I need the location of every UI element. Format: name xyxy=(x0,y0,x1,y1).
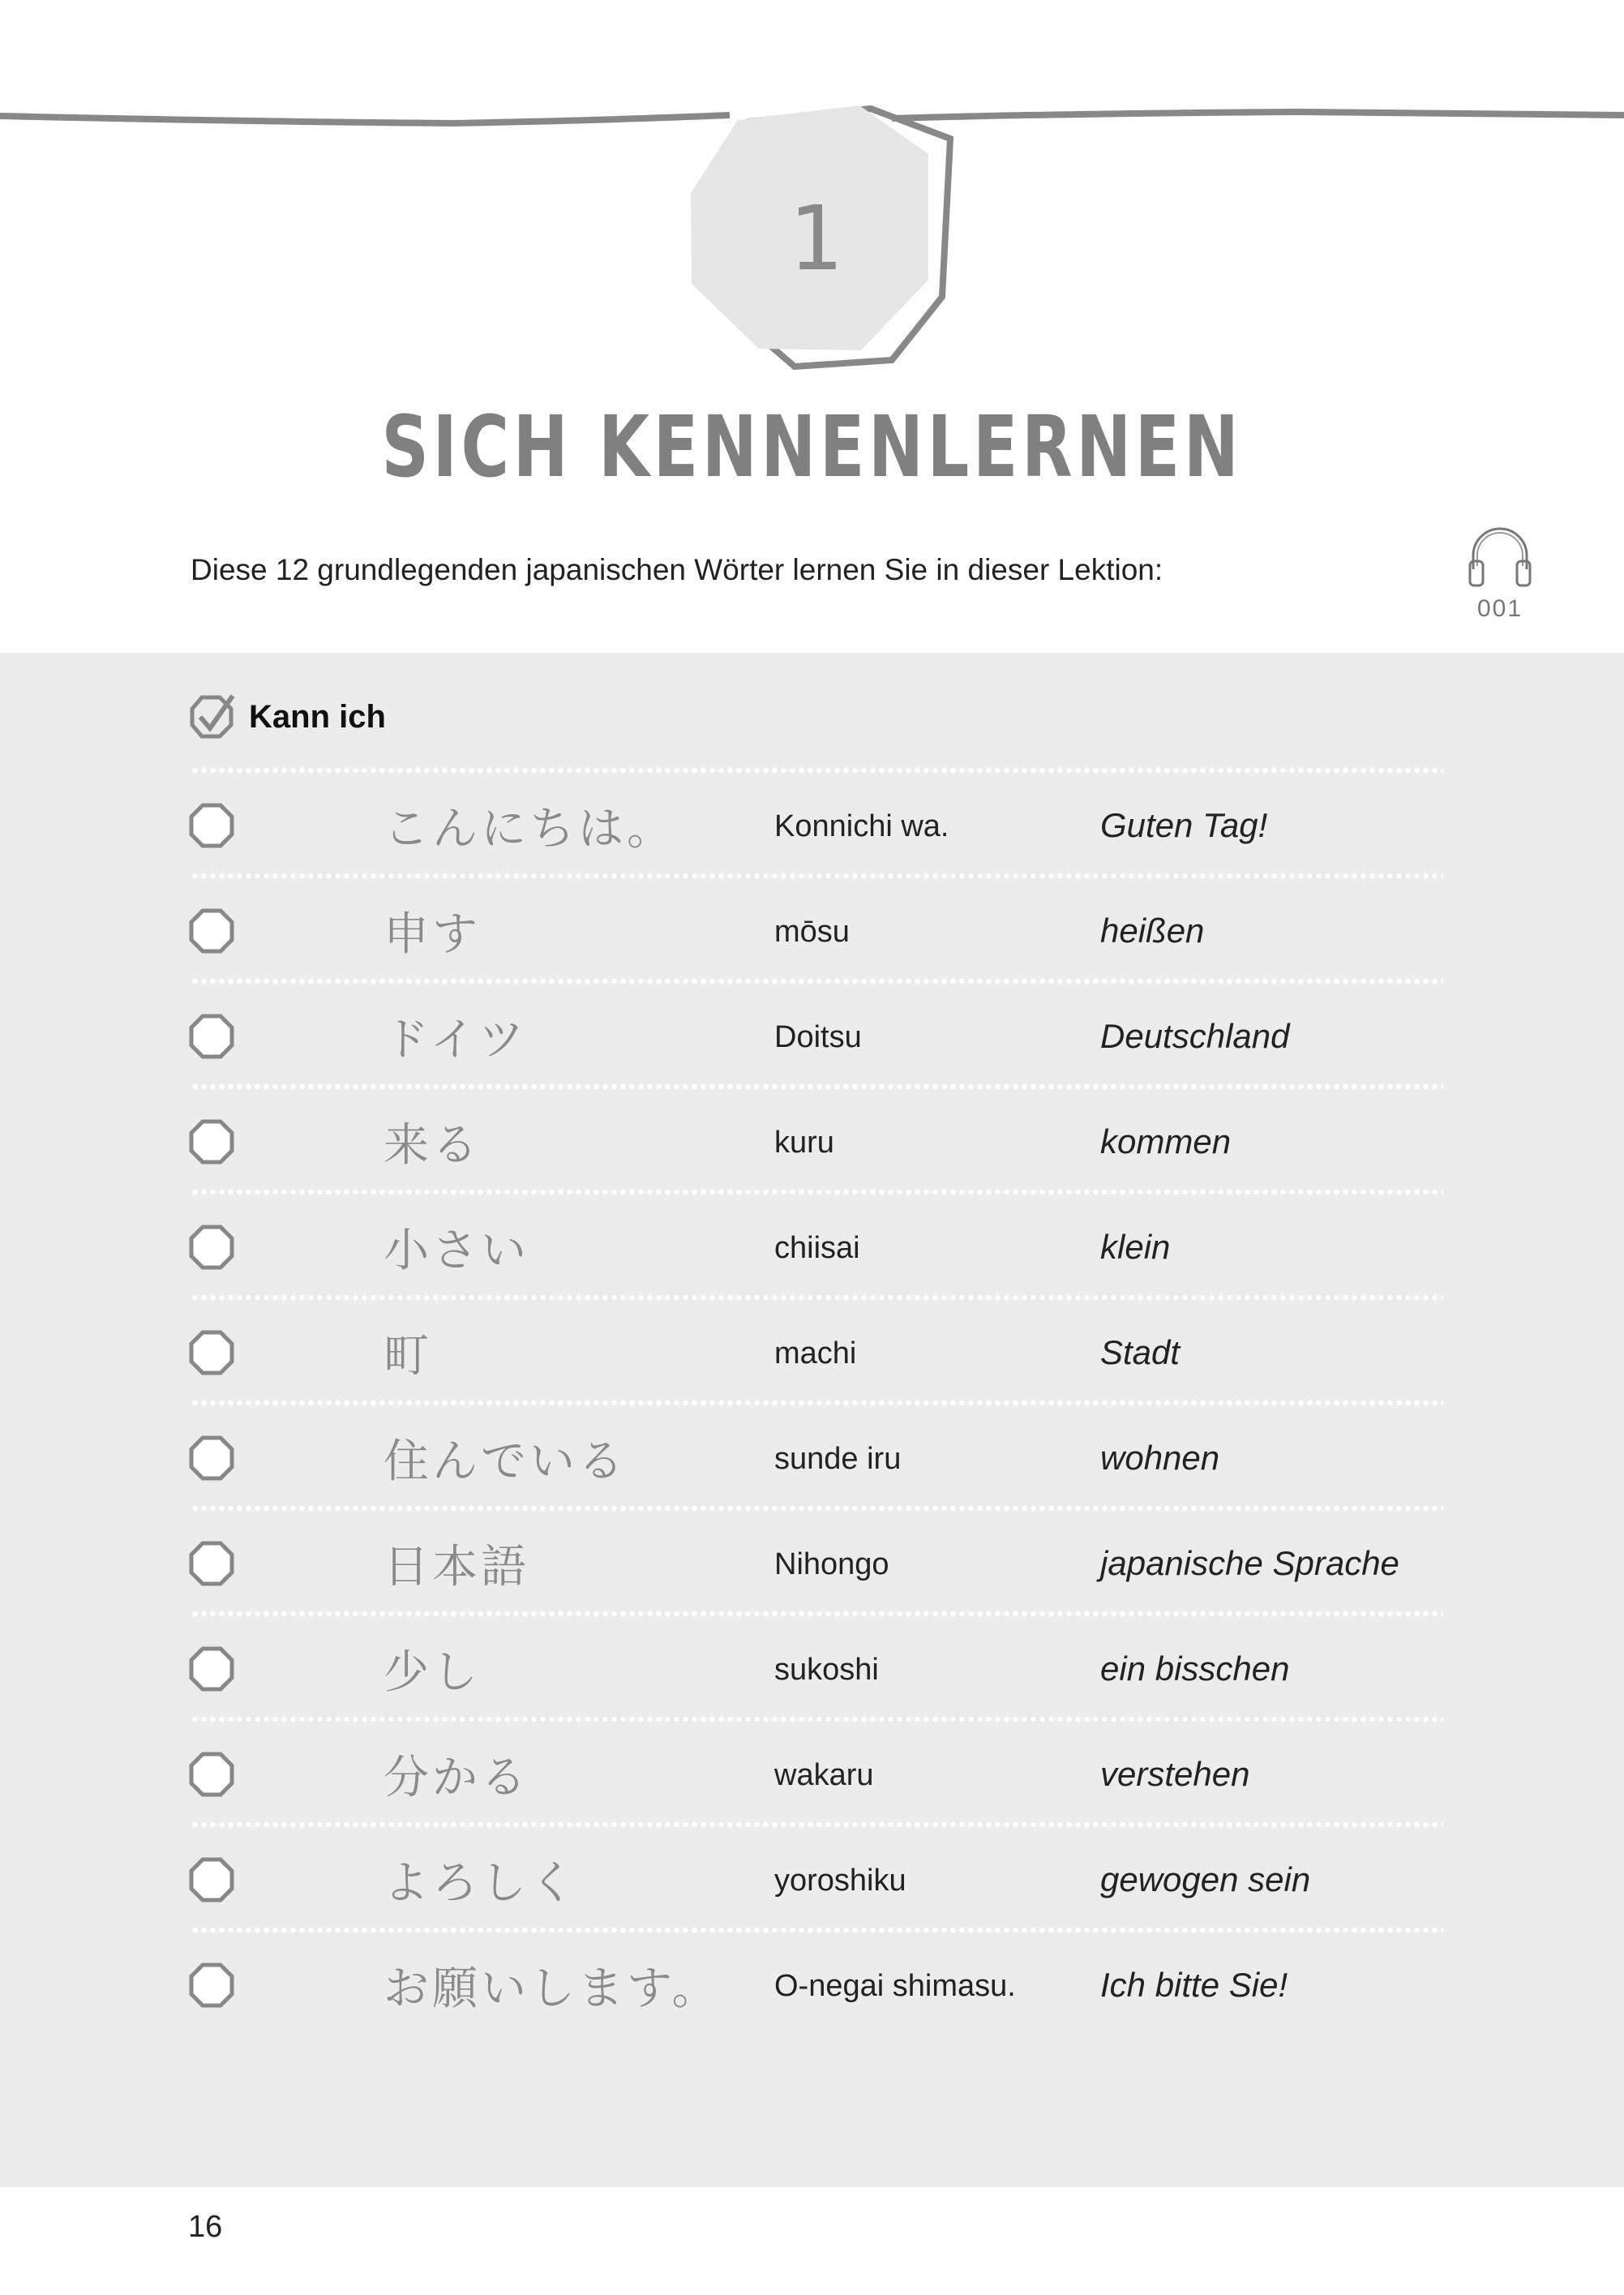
page-number: 16 xyxy=(188,2210,223,2244)
japanese-word: 申す xyxy=(384,908,481,961)
japanese-word: 分かる xyxy=(384,1752,529,1804)
vocabulary-row xyxy=(189,1508,1454,1614)
vocabulary-row xyxy=(189,1403,1454,1508)
romaji: chiisai xyxy=(774,1231,860,1265)
vocabulary-row xyxy=(189,981,1454,1087)
japanese-word: よろしく xyxy=(384,1857,578,1910)
romaji: wakaru xyxy=(774,1758,874,1792)
kann-ich-checkbox[interactable] xyxy=(189,1963,234,2011)
kann-ich-checkbox[interactable] xyxy=(189,1225,234,1273)
kann-ich-checkbox[interactable] xyxy=(189,803,234,852)
german-translation: heißen xyxy=(1100,912,1205,950)
japanese-word: 少し xyxy=(384,1646,481,1699)
german-translation: klein xyxy=(1100,1228,1171,1266)
vocabulary-row xyxy=(189,1825,1454,1930)
vocabulary-row xyxy=(189,770,1454,876)
kann-ich-checkbox[interactable] xyxy=(189,1857,234,1906)
german-translation: ein bisschen xyxy=(1100,1649,1290,1688)
romaji: O-negai shimasu. xyxy=(774,1969,1016,2003)
audio-track-number: 001 xyxy=(1476,595,1523,622)
intro-text: Diese 12 grundlegenden japanischen Wörter lernen Sie in dieser Lektion: xyxy=(191,553,1163,586)
vocabulary-row xyxy=(189,1298,1454,1403)
kann-ich-checkbox[interactable] xyxy=(189,1119,234,1168)
japanese-word: 日本語 xyxy=(384,1541,529,1594)
romaji: sunde iru xyxy=(774,1442,902,1476)
audio-track[interactable] xyxy=(1459,519,1540,623)
german-translation: Stadt xyxy=(1100,1333,1181,1371)
kann-ich-checkbox[interactable] xyxy=(189,1752,234,1800)
german-translation: kommen xyxy=(1100,1122,1232,1160)
kann-ich-checkbox[interactable] xyxy=(189,1330,234,1379)
kann-ich-checkbox[interactable] xyxy=(189,1014,234,1062)
kann-ich-checkbox[interactable] xyxy=(189,908,234,957)
checkmark-octagon-icon xyxy=(189,694,238,740)
german-translation: verstehen xyxy=(1100,1755,1250,1793)
romaji: kuru xyxy=(774,1126,834,1160)
japanese-word: 小さい xyxy=(384,1225,529,1277)
vocabulary-row xyxy=(189,1087,1454,1192)
german-translation: Deutschland xyxy=(1100,1017,1290,1055)
german-translation: japanische Sprache xyxy=(1100,1544,1399,1582)
japanese-word: こんにちは。 xyxy=(384,803,675,856)
vocabulary-row xyxy=(189,1719,1454,1825)
german-translation: Ich bitte Sie! xyxy=(1100,1966,1288,2004)
german-translation: wohnen xyxy=(1100,1439,1220,1477)
vocabulary-row xyxy=(189,1614,1454,1719)
japanese-word: 住んでいる xyxy=(384,1435,627,1488)
chapter-title: SICH KENNENLERNEN xyxy=(381,397,1243,496)
romaji: Nihongo xyxy=(774,1547,889,1581)
headphones-icon xyxy=(1463,519,1536,592)
vocabulary-row xyxy=(189,1930,1454,2035)
romaji: mōsu xyxy=(774,915,850,949)
japanese-word: 来る xyxy=(384,1119,481,1172)
kann-ich-checkbox[interactable] xyxy=(189,1541,234,1589)
german-translation: Guten Tag! xyxy=(1100,806,1268,844)
vocabulary-row xyxy=(189,1192,1454,1298)
japanese-word: ドイツ xyxy=(384,1014,528,1066)
checklist-header-label: Kann ich xyxy=(249,698,386,735)
romaji: yoroshiku xyxy=(774,1864,906,1898)
kann-ich-checkbox[interactable] xyxy=(189,1435,234,1484)
romaji: Doitsu xyxy=(774,1020,862,1054)
japanese-word: 町 xyxy=(384,1330,432,1383)
chapter-number: 1 xyxy=(787,187,842,290)
checklist-header xyxy=(189,694,386,740)
romaji: machi xyxy=(774,1336,857,1371)
romaji: sukoshi xyxy=(774,1653,879,1687)
vocabulary-row xyxy=(189,876,1454,981)
romaji: Konnichi wa. xyxy=(774,809,949,843)
german-translation: gewogen sein xyxy=(1100,1860,1311,1898)
kann-ich-checkbox[interactable] xyxy=(189,1646,234,1695)
japanese-word: お願いします。 xyxy=(384,1963,721,2015)
